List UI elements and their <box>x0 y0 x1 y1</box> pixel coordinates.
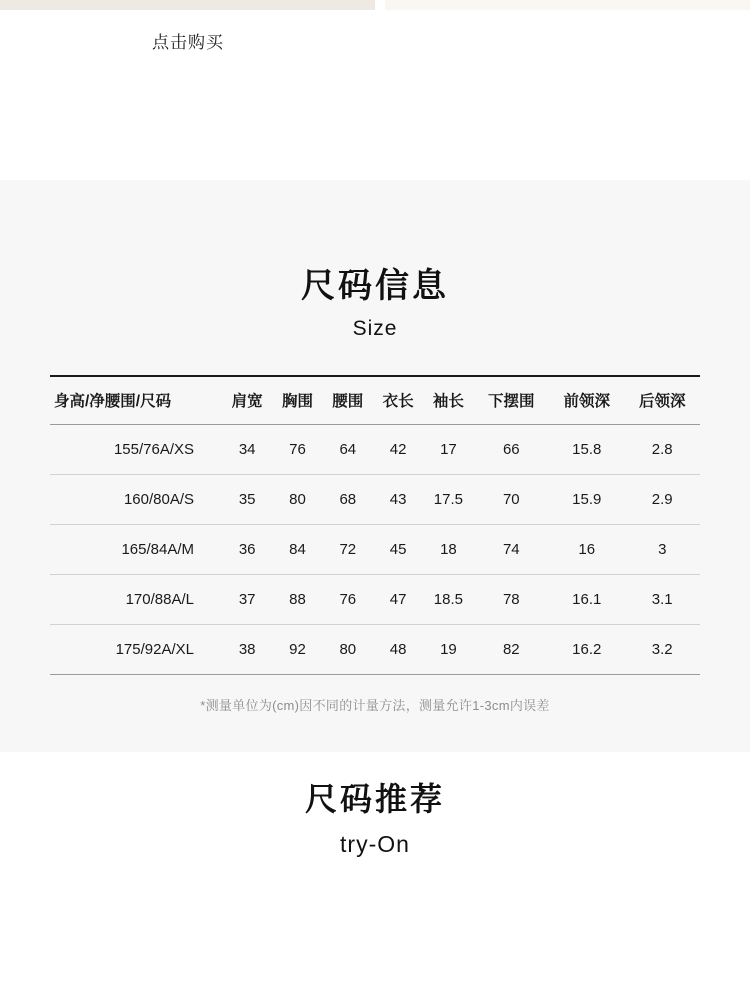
cell-hem: 74 <box>474 525 549 575</box>
cell-waist: 64 <box>323 425 373 475</box>
cell-bust: 76 <box>272 425 322 475</box>
cell-sleeve: 19 <box>423 625 473 675</box>
cell-bust: 84 <box>272 525 322 575</box>
size-section-subtitle: Size <box>352 317 398 341</box>
cell-waist: 76 <box>323 575 373 625</box>
top-strip-left-swatch <box>0 0 375 10</box>
size-section-title: 尺码信息 <box>301 267 449 305</box>
size-recommendation-section <box>0 752 750 897</box>
cell-front-neck: 15.8 <box>549 425 624 475</box>
cell-hem: 82 <box>474 625 549 675</box>
tryon-section-subtitle: try-On <box>340 830 410 857</box>
cell-shoulder: 38 <box>222 625 272 675</box>
column-header-back-neck: 后领深 <box>624 376 700 425</box>
cell-sleeve: 17 <box>423 425 473 475</box>
cell-length: 43 <box>373 475 423 525</box>
cell-size: 170/88A/L <box>50 575 222 625</box>
column-header-waist: 腰围 <box>323 376 373 425</box>
cell-length: 42 <box>373 425 423 475</box>
top-strip-gap <box>375 0 385 10</box>
cell-front-neck: 16 <box>549 525 624 575</box>
top-strip-right-swatch <box>385 0 750 10</box>
table-row <box>50 525 700 575</box>
buy-now-link[interactable]: 点击购买 <box>152 33 224 52</box>
column-header-sleeve: 袖长 <box>423 376 473 425</box>
top-image-strip <box>0 0 750 10</box>
cell-waist: 80 <box>323 625 373 675</box>
cell-back-neck: 3.1 <box>624 575 700 625</box>
cell-shoulder: 36 <box>222 525 272 575</box>
cell-bust: 80 <box>272 475 322 525</box>
cell-size: 160/80A/S <box>50 475 222 525</box>
column-header-length: 衣长 <box>373 376 423 425</box>
table-row <box>50 475 700 525</box>
cell-waist: 68 <box>323 475 373 525</box>
cell-bust: 92 <box>272 625 322 675</box>
cell-hem: 70 <box>474 475 549 525</box>
size-chart-table <box>50 375 700 675</box>
table-row <box>50 575 700 625</box>
column-header-shoulder: 肩宽 <box>222 376 272 425</box>
cell-back-neck: 3 <box>624 525 700 575</box>
cell-size: 155/76A/XS <box>50 425 222 475</box>
column-header-size: 身高/净腰围/尺码 <box>50 376 222 425</box>
cell-shoulder: 35 <box>222 475 272 525</box>
cell-sleeve: 18.5 <box>423 575 473 625</box>
cell-size: 165/84A/M <box>50 525 222 575</box>
cell-length: 45 <box>373 525 423 575</box>
cell-bust: 88 <box>272 575 322 625</box>
measurement-note: *测量单位为(cm)因不同的计量方法，测量允许1-3cm内误差 <box>200 698 550 714</box>
table-header-row <box>50 376 700 425</box>
cell-shoulder: 37 <box>222 575 272 625</box>
column-header-front-neck: 前领深 <box>549 376 624 425</box>
tryon-section-title: 尺码推荐 <box>304 781 445 818</box>
cell-back-neck: 2.8 <box>624 425 700 475</box>
buy-area <box>0 10 750 180</box>
cell-sleeve: 18 <box>423 525 473 575</box>
cell-waist: 72 <box>323 525 373 575</box>
cell-shoulder: 34 <box>222 425 272 475</box>
table-row <box>50 625 700 675</box>
cell-back-neck: 2.9 <box>624 475 700 525</box>
cell-hem: 66 <box>474 425 549 475</box>
column-header-hem: 下摆围 <box>474 376 549 425</box>
cell-size: 175/92A/XL <box>50 625 222 675</box>
cell-front-neck: 15.9 <box>549 475 624 525</box>
column-header-bust: 胸围 <box>272 376 322 425</box>
cell-front-neck: 16.1 <box>549 575 624 625</box>
table-row <box>50 425 700 475</box>
size-info-section <box>0 180 750 752</box>
cell-length: 48 <box>373 625 423 675</box>
cell-sleeve: 17.5 <box>423 475 473 525</box>
size-chart-body <box>50 425 700 675</box>
size-chart-header <box>50 376 700 425</box>
cell-length: 47 <box>373 575 423 625</box>
cell-back-neck: 3.2 <box>624 625 700 675</box>
cell-hem: 78 <box>474 575 549 625</box>
cell-front-neck: 16.2 <box>549 625 624 675</box>
